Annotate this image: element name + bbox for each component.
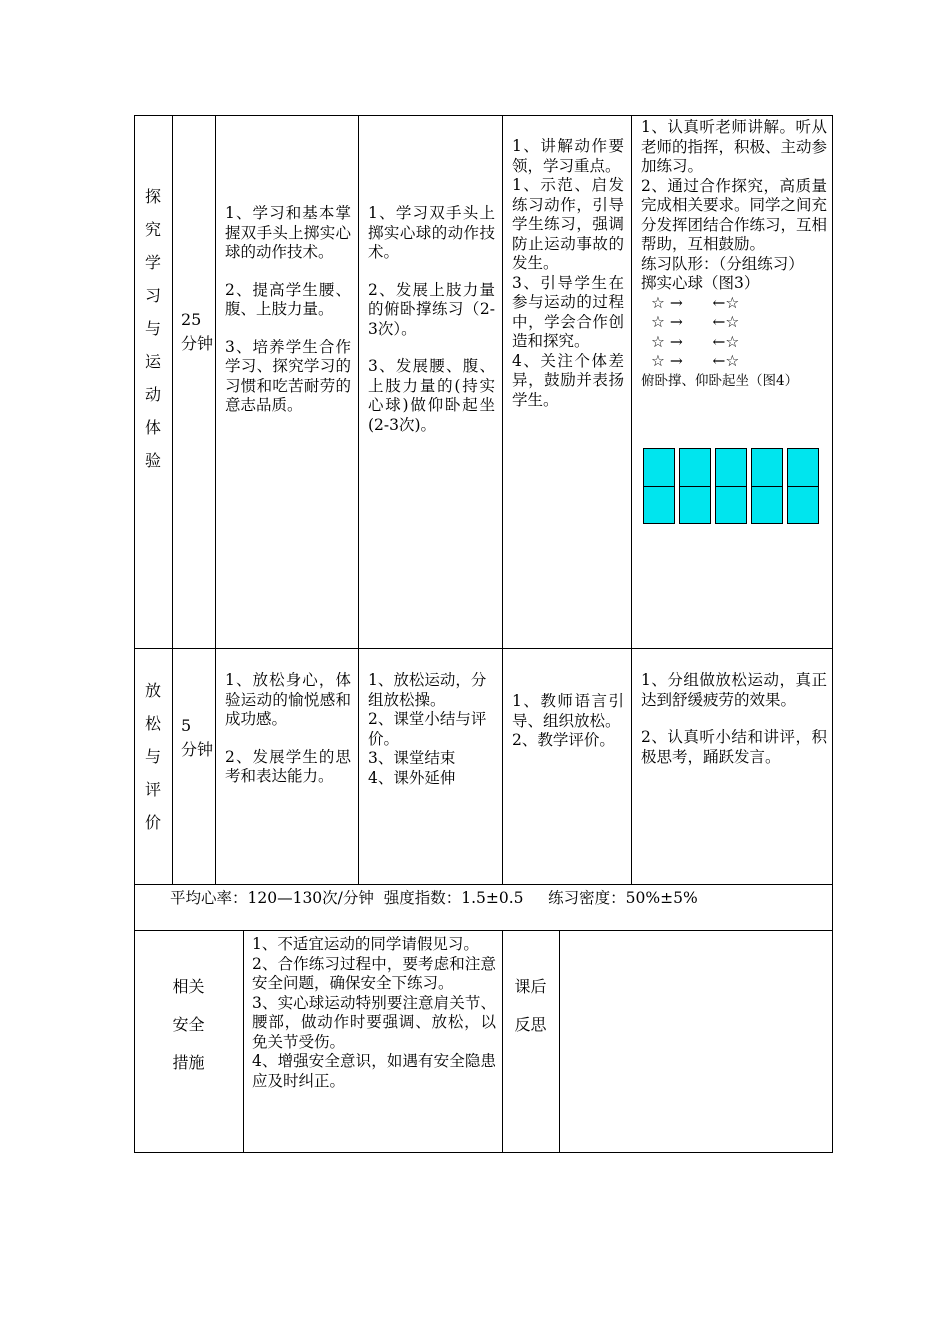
content-item: 1、放松运动，分组放松操。	[368, 671, 487, 709]
formation-row: ☆ → ←☆	[651, 293, 740, 312]
teacher-relax	[512, 692, 624, 751]
student-item: 掷实心球（图3）	[641, 274, 760, 292]
goal-item: 3、培养学生合作学习、探究学习的习惯和吃苦耐劳的意志品质。	[225, 337, 351, 414]
stage-char: 探	[144, 187, 161, 206]
goals-explore	[225, 204, 351, 416]
goals-relax	[225, 671, 351, 787]
row-divider	[134, 884, 833, 885]
goal-item: 1、放松身心，体验运动的愉悦感和成功感。	[225, 671, 351, 728]
content-relax	[368, 671, 495, 788]
student-item: 1、分组做放松运动，真正达到舒缓疲劳的效果。	[641, 671, 827, 709]
stage-char: 动	[144, 385, 161, 404]
column-divider	[358, 115, 359, 885]
teacher-item: 1、教师语言引导、组织放松。	[512, 692, 624, 730]
stage-char: 究	[144, 220, 161, 239]
stage-char: 运	[144, 352, 161, 371]
stage-char: 与	[144, 747, 161, 766]
column-divider	[172, 115, 173, 885]
student-explore	[641, 118, 827, 391]
content-item: 3、发展腰、腹、上肢力量的(持实心球)做仰卧起坐(2-3次)。	[368, 357, 495, 434]
column-divider	[631, 115, 632, 885]
student-item: 2、认真听小结和讲评，积极思考，踊跃发言。	[641, 728, 827, 766]
table-border	[134, 1152, 833, 1153]
safety-item: 1、不适宜运动的同学请假见习。	[252, 935, 479, 953]
goal-item: 2、发展学生的思考和表达能力。	[225, 747, 351, 785]
stage-char: 学	[144, 253, 161, 272]
stage-char: 与	[144, 319, 161, 338]
reflection-label: 课后 反思	[514, 977, 547, 1034]
safety-item: 3、实心球运动特别要注意肩关节、腰部，做动作时要强调、放松，以免关节受伤。	[252, 993, 496, 1051]
student-relax	[641, 671, 827, 767]
formation-diagram	[641, 294, 827, 372]
content-item: 2、课堂小结与评价。	[368, 710, 487, 748]
exercise-mat	[751, 448, 783, 524]
content-explore	[368, 204, 495, 435]
reflection-content	[560, 931, 832, 1151]
teacher-item: 2、教学评价。	[512, 731, 615, 749]
teacher-item: 4、关注个体差异，鼓励并表扬学生。	[512, 351, 624, 409]
safety-label: 相关 安全 措施	[172, 977, 205, 1072]
stage-label-explore	[143, 180, 163, 477]
table-border	[134, 115, 833, 116]
teacher-item: 1、示范、启发练习动作，引导学生练习，强调防止运动事故的发生。	[512, 176, 624, 272]
column-divider	[243, 930, 244, 1152]
teacher-item: 1、讲解动作要领，学习重点。	[512, 137, 624, 175]
safety-item: 2、合作练习过程中，要考虑和注意安全问题，确保安全下练习。	[252, 954, 496, 992]
safety-measures	[252, 935, 496, 1091]
safety-item: 4、增强安全意识，如遇有安全隐患应及时纠正。	[252, 1052, 496, 1090]
stage-char: 放	[144, 681, 161, 700]
teacher-explore	[512, 137, 624, 410]
column-divider	[502, 115, 503, 885]
content-item: 1、学习双手头上掷实心球的动作技术。	[368, 204, 495, 261]
exercise-mat	[643, 448, 675, 524]
intensity-summary: 平均心率：120—130次/分钟 强度指数：1.5±0.5 练习密度：50%±5%	[170, 889, 698, 907]
time-explore: 25 分钟	[181, 310, 214, 353]
column-divider	[215, 115, 216, 885]
formation-row: ☆ → ←☆	[651, 352, 740, 370]
table-border	[832, 115, 833, 1153]
exercise-mat	[787, 448, 819, 524]
student-item: 练习队形：（分组练习）	[641, 254, 804, 273]
mat-diagram	[643, 448, 819, 524]
student-item: 1、认真听老师讲解。听从老师的指挥，积极、主动参加练习。	[641, 118, 828, 175]
time-relax: 5 分钟	[181, 716, 214, 759]
content-item: 3、课堂结束	[368, 749, 456, 767]
formation-row: ☆ → ←☆	[651, 332, 740, 351]
stage-char: 评	[144, 780, 161, 799]
teacher-item: 3、引导学生在参与运动的过程中，学会合作创造和探究。	[512, 273, 624, 350]
stage-char: 验	[144, 451, 161, 470]
exercise-mat	[715, 448, 747, 524]
stage-char: 体	[144, 418, 161, 437]
content-item: 2、发展上肢力量的俯卧撑练习（2-3次）。	[368, 280, 495, 338]
figure4-caption: 俯卧撑、仰卧起坐（图4）	[641, 372, 799, 389]
exercise-mat	[679, 448, 711, 524]
student-item: 2、通过合作探究，高质量完成相关要求。同学之间充分发挥团结合作练习，互相帮助，互相鼓励。	[641, 176, 828, 253]
stage-char: 习	[144, 286, 161, 305]
row-divider	[134, 648, 833, 649]
stage-char: 松	[144, 714, 161, 733]
goal-item: 2、提高学生腰、腹、上肢力量。	[225, 280, 351, 318]
stage-char: 价	[144, 813, 161, 832]
formation-row: ☆ → ←☆	[651, 313, 740, 331]
content-item: 4、课外延伸	[368, 768, 456, 787]
stage-label-relax	[143, 674, 163, 839]
goal-item: 1、学习和基本掌握双手头上掷实心球的动作技术。	[225, 204, 351, 261]
